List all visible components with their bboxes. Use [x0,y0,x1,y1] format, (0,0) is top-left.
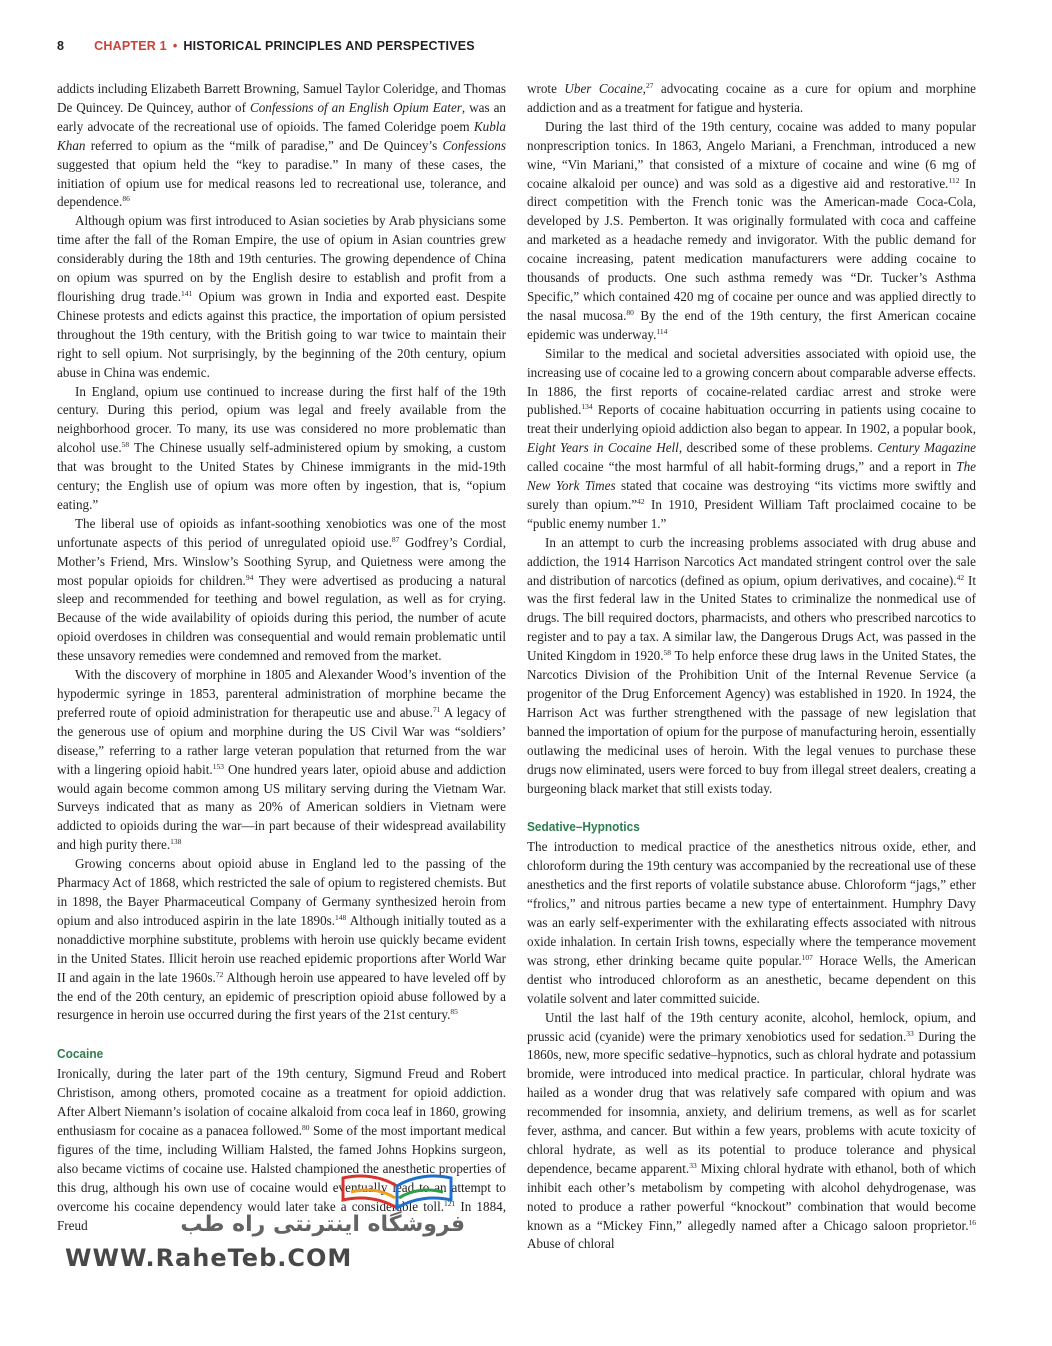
reference-marker: 138 [170,837,182,847]
left-column [57,80,506,1235]
reference-marker: 42 [637,496,645,506]
paragraph: Until the last half of the 19th century aconite, alcohol, hemlock, opium, and prussic acid (cyanide) were the primary xenobiotics used for sedation.$^{33}$ During the 1860s, new, more specific sedative–hypnotics, such as chloral hydrate and potassium bromide, were introduced into medical practice. In particular, chloral hydrate was hailed as a wonder drug that was relatively safe compared with opium and was recommended for insomnia, anxiety, and delirium tremens, as well as for scarlet fever, asthma, and cancer. But within a few years, problems with acute toxicity of chloral hydrate, as well as its potential to produce tolerance and physical dependence, became apparent.$^{33}$ Mixing chloral hydrate with ethanol, both of which inhibit each other’s metabolism by competing with alcohol dehydrogenase, was noted to produce a rather powerful “knockout” combination that would become known as a “Mickey Finn,” allegedly named after a Chicago saloon proprietor.$^{16}$ Abuse of chloral [527,1009,976,1252]
reference-marker: 58 [121,440,130,450]
reference-marker: 148 [335,912,347,922]
paragraph: The introduction to medical practice of the anesthetics nitrous oxide, ether, and chloroform during the 19th century was accompanied by the recreational use of these anesthetics and the first reports of volatile substance abuse. Chloroform “jags,” ether “frolics,” and nitrous parties became a new type of entertainment. Humphry Davy was an early self-experimenter with the exhilarating effects associated with nitrous oxide inhalation. In certain Irish towns, especially where the temperance movement was strong, ether drinking became quite popular.$^{107}$ Horace Wells, the American dentist who introduced chloroform as an anesthetic, became dependent on this volatile solvent and later committed suicide. [527,839,976,1006]
running-header [57,36,475,56]
chapter-title: HISTORICAL PRINCIPLES AND PERSPECTIVES [183,39,475,53]
page-number: 8 [57,39,65,53]
reference-marker: 33 [906,1028,914,1038]
reference-marker: 27 [645,81,654,90]
paragraph: Although opium was first introduced to Asian societies by Arab physicians some time after the fall of the Roman Empire, the use of opium in Asian countries grew considerably during the 18th and 19th centuries. The growing dependence of China on opium was spurred on by the English desire to establish and profit from a flourishing drug trade.$^{141}$ Opium was grown in India and exported east. Despite Chinese protests and edicts against this practice, the importation of opium persisted throughout the 19th century, with the British going to war twice to maintain their right to sell opium. Not surprisingly, by the beginning of the 20th century, opium abuse in China was endemic. [57,213,506,380]
reference-marker: 72 [215,969,224,979]
paragraph: addicts including Elizabeth Barrett Browning, Samuel Taylor Coleridge, and Thomas De Quincey. De Quincey, author of Confessions of an English Opium Eater, was an early advocate of the recreational use of opioids. The famed Coleridge poem Kubla Khan referred to opium as the “milk of paradise,” and De Quincey’s Confessions suggested that opium held the “key to paradise.” In many of these cases, the initiation of opium use for medical reasons led to recreational use, tolerance, and dependence.$^{86}$ [57,81,506,210]
paragraph: During the last third of the 19th century, cocaine was added to many popular nonprescription tonics. In 1863, Angelo Mariani, a Frenchman, introduced a new wine, “Vin Mariani,” that consisted of a mixture of cocaine and wine (6 mg of cocaine alkaloid per ounce) and was sold as a digestive aid and restorative.$^{112}$ In direct competition with the French tonic was the American-made Coca-Cola, developed by J.S. Pemberton. It was originally formulated with coca and caffeine and marketed as a headache remedy and invigorator. With the public demand for cocaine increasing, patent medication manufacturers were adding cocaine to thousands of products. One such asthma remedy was “Dr. Tucker’s Asthma Specific,” which contained 420 mg of cocaine per ounce and was applied directly to the nasal mucosa.$^{80}$ By the end of the 19th century, the first American cocaine epidemic was underway.$^{114}$ [527,118,976,342]
paragraph: With the discovery of morphine in 1805 and Alexander Wood’s invention of the hypodermic syringe in 1853, parenteral administration of morphine became the preferred route of opioid administration for therapeutic use and abuse.$^{71}$ A legacy of the generous use of opium and morphine during the US Civil War was “soldiers’ disease,” referring to a rather large veteran population that returned from the war with a lingering opioid habit.$^{153}$ One hundred years later, opioid abuse and addiction would again become common among US military serving during the Vietnam War. Surveys indicated that as many as 20% of American soldiers in Vietnam were addicted to opioids during the war—in part because of their widespread availability and high purity there.$^{138}$ [57,667,506,853]
reference-marker: 134 [581,402,593,412]
reference-marker: 85 [450,1007,458,1017]
section-heading-cocaine: Cocaine [57,1046,104,1062]
reference-marker: 121 [444,1198,456,1208]
reference-marker: 112 [948,175,960,185]
paragraph: In England, opium use continued to increase during the first half of the 19th century. During this period, opium was legal and freely available from the neighborhood grocer. To many, its use was considered no more problematic than alcohol use.$^{58}$ The Chinese usually self-administered opium by smoking, a custom that was brought to the United States by Chinese immigrants in the mid-19th century; the English use of opium was more often by ingestion, that is, “opium eating.” [57,383,507,512]
paragraph: Growing concerns about opioid abuse in England led to the passing of the Pharmacy Act of 1868, which restricted the sale of opium to registered chemists. But in 1898, the Bayer Pharmaceutical Company of Germany synthesized heroin from opium and also introduced aspirin in the late 1890s.$^{148}$ Although initially touted as a nonaddictive morphine substitute, problems with heroin use quickly became evident in the United States. Illicit heroin use reached epidemic proportions after World War II and again in the late 1960s.$^{72}$ Although heroin use appeared to have leveled off by the end of the 20th century, an epidemic of prescription opioid abuse followed by a resurgence in heroin use occurred during the first years of the 21st century.$^{85}$ [57,856,506,1023]
watermark-site-text: WWW.RaheTeb.COM [65,1244,353,1272]
chapter-label: CHAPTER 1 [94,39,167,53]
reference-marker: 94 [245,572,254,582]
reference-marker: 71 [432,704,441,714]
paragraph: In an attempt to curb the increasing problems associated with drug abuse and addiction, the 1914 Harrison Narcotics Act mandated stringent control over the sale and distribution of narcotics (defined as opium, opium derivatives, and cocaine).$^{42}$ It was the first federal law in the United States to criminalize the nonmedical use of drugs. The bill required doctors, pharmacists, and others who prescribed narcotics to register and to pay a tax. A similar law, the Dangerous Drugs Act, was passed in the United Kingdom in 1920.58 To help enforce these drug laws in the United States, the Narcotics Division of the Prohibition Unit of the Internal Revenue Service (a progenitor of the Drug Enforcement Agency) was established in 1920. In 1924, the Harrison Act was further strengthened with the passage of new legislation that banned the importation of opium for the purpose of manufacturing heroin, essentially outlawing the medicinal uses of heroin. With the legal venues to purchase these drugs now eliminated, users were forced to buy from illegal street dealers, creating a burgeoning black market that still exists today. [527,534,976,796]
reference-marker: 16 [968,1217,976,1227]
paragraph: The liberal use of opioids as infant-soothing xenobiotics was one of the most unfortunate aspects of this period of unregulated opioid use.$^{87}$ Godfrey’s Cordial, Mother’s Friend, Mrs. Winslow’s Soothing Syrup, and Quietness were among the most popular opioids for children.$^{94}$ They were advertised as producing a natural sleep and recommended for teething and bowel regulation, as well as for crying. Because of the wide availability of opioids during this period, the number of acute opioid overdoses in children was consequential and would remain problematic until these unsavory remedies were condemned and removed from the market. [57,515,506,664]
reference-marker: 33 [689,1160,697,1170]
section-heading-sedative-hypnotics: Sedative–Hypnotics [527,819,640,835]
reference-marker: 58 [663,648,672,658]
reference-marker: 153 [212,761,224,771]
reference-marker: 141 [181,288,193,298]
reference-marker: 42 [956,572,965,582]
reference-marker: 86 [122,194,130,204]
reference-marker: 107 [801,952,813,962]
right-column [527,80,976,1254]
paragraph: Similar to the medical and societal adversities associated with opioid use, the increasing use of cocaine led to a growing concern about comparable adverse effects. In 1886, the first reports of cocaine-related cardiac arrest and stroke were published.$^{134}$ Reports of cocaine habituation occurring in patients using cocaine to treat their underlying opioid addiction also began to appear. In 1902, a popular book, Eight Years in Cocaine Hell, described some of these problems. Century Magazine called cocaine “the most harmful of all habit-forming drugs,” and a report in The New York Times stated that cocaine was destroying “its victims more swiftly and surely than opium.”$^{42}$ In 1910, President William Taft proclaimed cocaine to be “public enemy number 1.” [527,345,976,531]
paragraph: Ironically, during the later part of the 19th century, Sigmund Freud and Robert Christison, among others, promoted cocaine as a treatment for opioid addiction. After Albert Niemann’s isolation of cocaine alkaloid from coca leaf in 1860, growing enthusiasm for cocaine as a panacea followed.$^{80}$ Some of the most important medical figures of the time, including William Halsted, the famed Johns Hopkins surgeon, also became victims of cocaine use. Halsted championed the anesthetic properties of this drug, although his own use of cocaine would eventually lead to an attempt to overcome his cocaine dependency would later take a considerable toll.$^{121}$ In 1884, Freud [57,1066,506,1233]
header-separator: • [172,39,178,53]
reference-marker: 80 [626,307,634,317]
reference-marker: 114 [656,326,668,336]
paragraph: wrote Uber Cocaine,$^{27}$ advocating cocaine as a cure for opium and morphine addiction and as a treatment for fatigue and hysteria. [527,81,976,115]
watermark-persian-text: فروشگاه اینترنتی راه طب [180,1212,465,1237]
reference-marker: 87 [391,534,400,544]
reference-marker: 80 [301,1123,310,1133]
